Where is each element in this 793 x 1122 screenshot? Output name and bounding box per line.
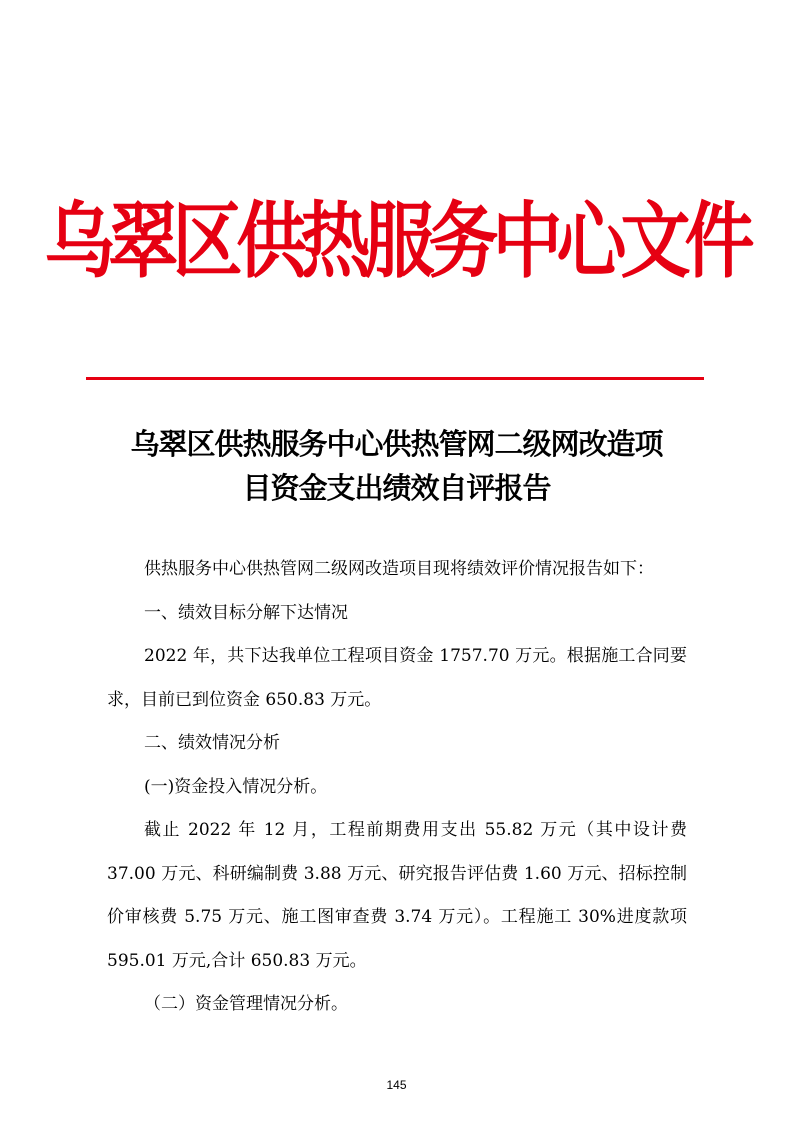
funding-paragraph: 2022 年，共下达我单位工程项目资金 1757.70 万元。根据施工合同要求，目前已到位资金 650.83 万元。 bbox=[107, 646, 687, 710]
page-number: 145 bbox=[386, 1078, 407, 1092]
intro-paragraph: 供热服务中心供热管网二级网改造项目现将绩效评价情况报告如下： bbox=[144, 559, 654, 579]
section-heading-2: 二、绩效情况分析 bbox=[144, 733, 280, 753]
document-body bbox=[107, 548, 687, 1027]
document-title-line-2: 目资金支出绩效自评报告 bbox=[242, 471, 551, 505]
section-heading-1: 一、绩效目标分解下达情况 bbox=[144, 602, 348, 623]
subsection-heading-2: （二）资金管理情况分析。 bbox=[144, 994, 348, 1014]
document-title-line-1: 乌翠区供热服务中心供热管网二级网改造项 bbox=[130, 427, 663, 461]
red-separator-line bbox=[86, 377, 704, 380]
subsection-heading-1: (一)资金投入情况分析。 bbox=[144, 776, 328, 797]
expenditure-paragraph: 截止 2022 年 12 月，工程前期费用支出 55.82 万元（其中设计费 37.00 万元、科研编制费 3.88 万元、研究报告评估费 1.60 万元、招标控制价审核费 5.75 万元、施工图审查费 3.74 万元）。工程施工 30%进度款项 595.01 万元,合计 650.83 万元。 bbox=[107, 820, 687, 971]
document-masthead: 乌翠区供热服务中心文件 bbox=[44, 191, 749, 290]
document-title bbox=[100, 422, 693, 510]
